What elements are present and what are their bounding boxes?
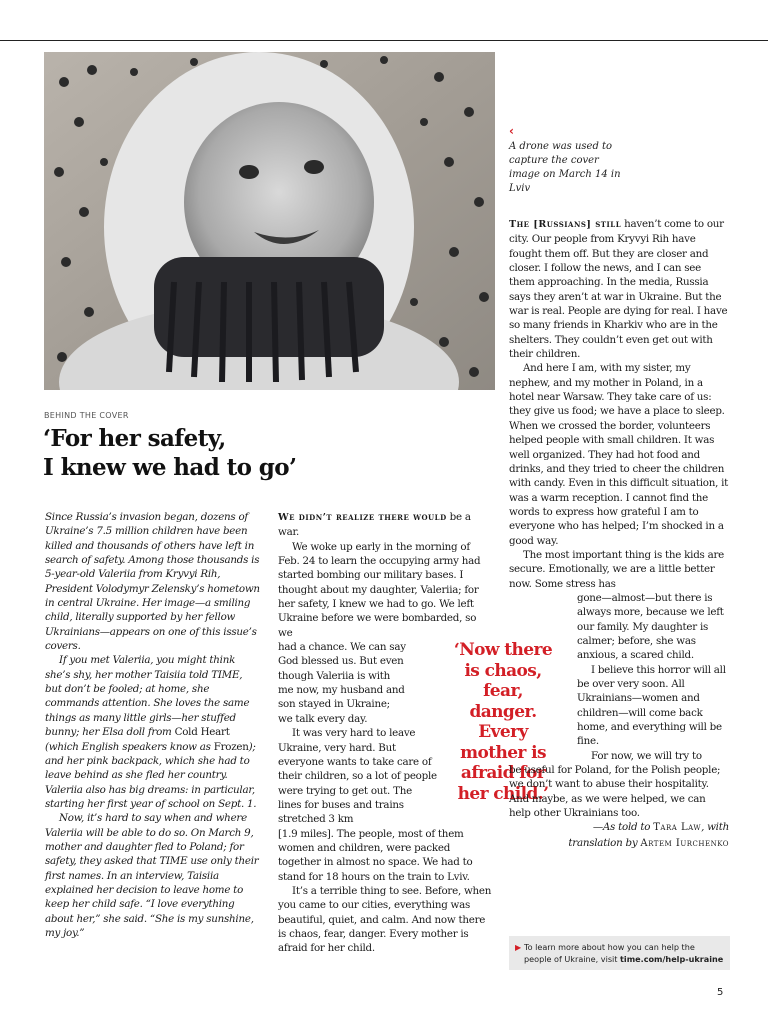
story-paragraph-secure-wrap: gone—almost—but there is always more, because we left our family. My daughter is calmer; before, she was anxious, a scared child. [577,591,724,662]
pull-quote: ‘Now there is chaos, fear, danger. Every mother is afraid for her child.’ [453,640,553,804]
story-paragraph-3: It was very hard to leave Ukraine, very hard. But everyone wants to take care of their children, so a lot of people were trying to get out. The lines for buses and trains stretched 3 km [278,727,437,826]
story-paragraph-lead: We didn’t realize there would be a war. [278,511,471,539]
headline-line-2: I knew we had to go’ [43,454,297,481]
story-paragraph-russians: The [Russians] still haven’t come to our city. Our people from Kryvyi Rih have fought them off. But they are closer and closer. I follow the news, and I can see them approaching. In the media, Russia says they aren’t at war in Ukraine. But the war is real. People are dying for real. I have so many friends in Kharkiv who are in the shelters. They couldn’t even get out with their children. [509,218,728,361]
headline [43,424,343,482]
section-kicker: BEHIND THE COVER [44,411,129,420]
caption-arrow-icon: ‹ [509,124,514,138]
story-paragraph-poland: And here I am, with my sister, my nephew, and my mother in Poland, in a hotel near Warsaw. They take care of us: they give us food; we have a place to sleep. When we crossed the border, volunteers helped people with small children. It was well organized. They had hot food and drinks, and they tried to cheer the children with candy. Even in this difficult situation, it was a warm reception. I cannot find the words to express how grateful I am to everyone who has helped; I’m shocked in a good way. [509,362,729,547]
story-paragraph-secure: The most important thing is the kids are secure. Emotionally, we are a little better now. Some stress has [509,548,724,590]
intro-paragraph-3: Now, it’s hard to say when and where Valeriia will be able to do so. On March 9, mother and daughter fled to Poland; for safety, they asked that TIME use only their first names. In an interview, Taisiia explained her decision to leave home to keep her child safe. “I love everything about her,” she said. “She is my sunshine, my joy.” [45,812,259,939]
story-paragraph-4: It’s a terrible thing to see. Before, when you came to our cities, everything was beautiful, quiet, and calm. And now there is chaos, fear, danger. Every mother is afraid for her child. [278,884,492,955]
cover-photo [44,52,495,390]
play-arrow-icon: ▶ [515,943,522,952]
movie-title-frozen: Frozen [213,740,249,753]
intro-paragraph-1: Since Russia’s invasion began, dozens of Ukraine’s 7.5 million children have been killed and thousands of others have left in search of safety. Among those thousands is 5-year-old Valeriia from Kryvyi Rih, President Volodymyr Zelensky’s hometown in central Ukraine. Her image—a smiling child, literally supported by her fellow Ukrainians—appears on one of this issue’s covers. [45,511,260,653]
credit-line-2: translation by Artem Iurchenko [568,836,729,849]
intro-column [45,510,260,940]
credit-line-1: —As told to Tara Law, with [592,821,729,834]
cover-photo-icon [44,52,495,390]
promo-text: To learn more about how you can help the people of Ukraine, visit [524,942,695,964]
lead-in-russians: The [Russians] still [509,219,622,230]
credit-writer: Tara Law [653,822,702,834]
top-rule [0,40,768,41]
story-paragraph-3-wrap: [1.9 miles]. The people, most of them women and children, were packed together in almost no space. We had to stand for 18 hours on the train to Lviv. [278,827,473,883]
story-paragraph-horror: I believe this horror will all be over very soon. All Ukrainians—women and children—will come back home, and everything will be fine. [577,663,726,748]
movie-title-cold-heart: Cold Heart [174,726,230,739]
headline-line-1: ‘For her safety, [43,425,226,452]
credit-translator: Artem Iurchenko [640,837,729,849]
intro-paragraph-2: If you met Valeriia, you might think she’s shy, her mother Taisiia told TIME, but don’t be fooled; at home, she commands attention. She loves the same things as many little girls—her stuffed bunny; her Elsa doll from Cold Heart (which English speakers know as Frozen); and her pink backpack, which she had to leave behind as she fled her country. Valeriia also has big dreams: in particular, starting her first year of school on Sept. 1. [45,654,257,810]
story-column-3 [509,217,729,851]
lead-in: We didn’t realize there would [278,512,447,523]
story-paragraph-2-wrap: had a chance. We can say God blessed us. But even though Valeriia is with me now, my husband and son stayed in Ukraine; we talk every day. [278,641,406,725]
photo-caption: A drone was used to capture the cover image on March 14 in Lviv [509,141,621,194]
story-paragraph-2: We woke up early in the morning of Feb. 24 to learn the occupying army had started bombing our military bases. I thought about my daughter, Valeriia; for her safety, I knew we had to go. We left Ukraine before we were bombarded, so we [278,540,481,639]
help-ukraine-promo[interactable] [509,936,730,970]
story-paragraph-now: For now, we will try to [591,749,702,762]
story-paragraph-now-wrap: be useful for Poland, for the Polish people; we don’t want to abuse their hospitality. And maybe, as we were helped, we can help other Ukrainians too. [509,764,721,820]
promo-link[interactable]: time.com/help-ukraine [620,954,724,964]
page-number: 5 [717,987,724,998]
